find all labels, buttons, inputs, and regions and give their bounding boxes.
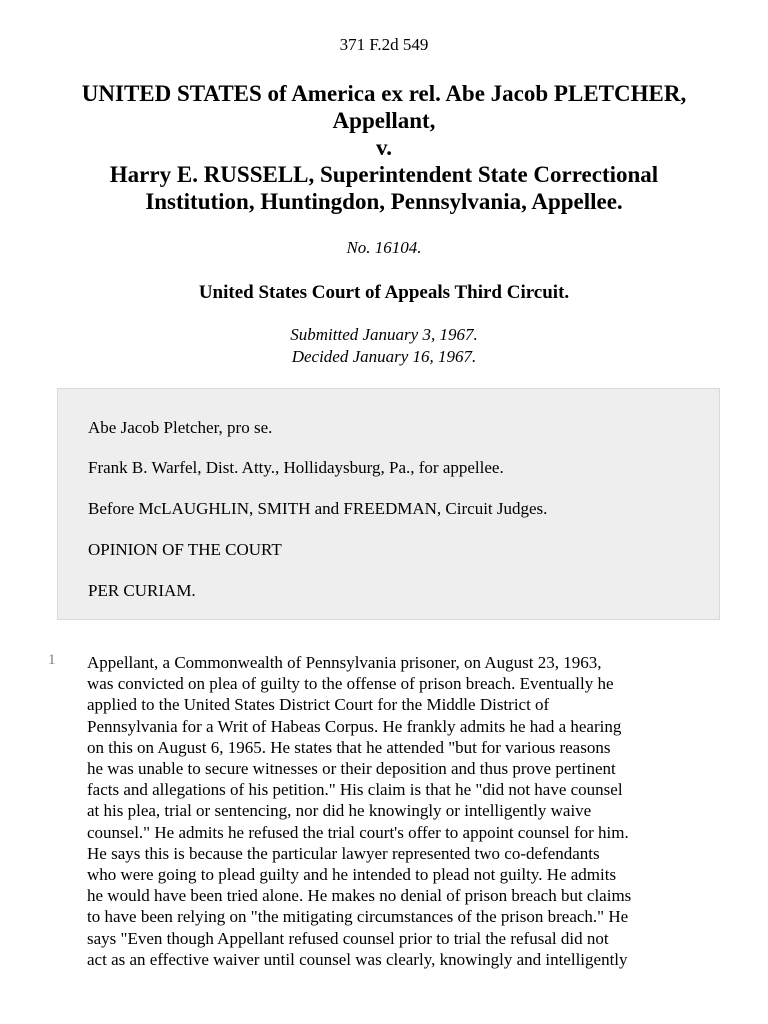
paragraph-line: facts and allegations of his petition." His claim is that he "did not have counsel bbox=[87, 780, 623, 800]
paragraph-number: 1 bbox=[48, 652, 56, 668]
title-line: Institution, Huntingdon, Pennsylvania, Appellee. bbox=[145, 189, 623, 214]
counsel-appellee: Frank B. Warfel, Dist. Atty., Hollidaysburg, Pa., for appellee. bbox=[88, 458, 504, 477]
title-line: Appellant, bbox=[332, 108, 436, 133]
decided-date: Decided January 16, 1967. bbox=[291, 347, 477, 366]
paragraph-line: to have been relying on "the mitigating circumstances of the prison breach." He bbox=[87, 907, 629, 927]
paragraph-line: he would have been tried alone. He makes no denial of prison breach but claims bbox=[87, 886, 632, 906]
paragraph-line: was convicted on plea of guilty to the offense of prison breach. Eventually he bbox=[87, 674, 614, 694]
paragraph-text bbox=[87, 652, 727, 970]
case-dates bbox=[0, 324, 768, 368]
paragraph-line: Appellant, a Commonwealth of Pennsylvania prisoner, on August 23, 1963, bbox=[87, 653, 602, 672]
paragraph-line: act as an effective waiver until counsel was clearly, knowingly and intelligently bbox=[87, 949, 628, 969]
paragraph-line: on this on August 6, 1965. He states that he attended "but for various reasons bbox=[87, 737, 611, 757]
paragraph-line: counsel." He admits he refused the trial court's offer to appoint counsel for him. bbox=[87, 822, 629, 842]
paragraph-line: applied to the United States District Court for the Middle District of bbox=[87, 695, 550, 715]
paragraph-line: Pennsylvania for a Writ of Habeas Corpus. He frankly admits he had a hearing bbox=[87, 716, 622, 736]
docket-number: No. 16104. bbox=[346, 238, 422, 257]
paragraph-line: who were going to plead guilty and he intended to plead not guilty. He admits bbox=[87, 865, 617, 885]
case-title bbox=[40, 80, 728, 215]
title-line: UNITED STATES of America ex rel. Abe Jacob PLETCHER, bbox=[81, 81, 687, 106]
submitted-date: Submitted January 3, 1967. bbox=[290, 325, 478, 344]
opinion-heading: OPINION OF THE COURT bbox=[88, 540, 282, 559]
case-info-box bbox=[57, 388, 720, 620]
paragraph-line: He says this is because the particular lawyer represented two co-defendants bbox=[87, 843, 600, 863]
court-name: United States Court of Appeals Third Circuit. bbox=[198, 282, 570, 303]
paragraph-line: says "Even though Appellant refused counsel prior to trial the refusal did not bbox=[87, 928, 609, 948]
judges: Before McLAUGHLIN, SMITH and FREEDMAN, Circuit Judges. bbox=[88, 499, 548, 518]
title-line: Harry E. RUSSELL, Superintendent State Correctional bbox=[109, 162, 659, 187]
paragraph-line: at his plea, trial or sentencing, nor did he knowingly or intelligently waive bbox=[87, 801, 592, 821]
title-line: v. bbox=[376, 135, 392, 160]
citation: 371 F.2d 549 bbox=[339, 35, 429, 54]
per-curiam: PER CURIAM. bbox=[88, 581, 196, 600]
counsel-appellant: Abe Jacob Pletcher, pro se. bbox=[88, 418, 273, 437]
paragraph-line: he was unable to secure witnesses or their deposition and thus prove pertinent bbox=[87, 759, 616, 779]
